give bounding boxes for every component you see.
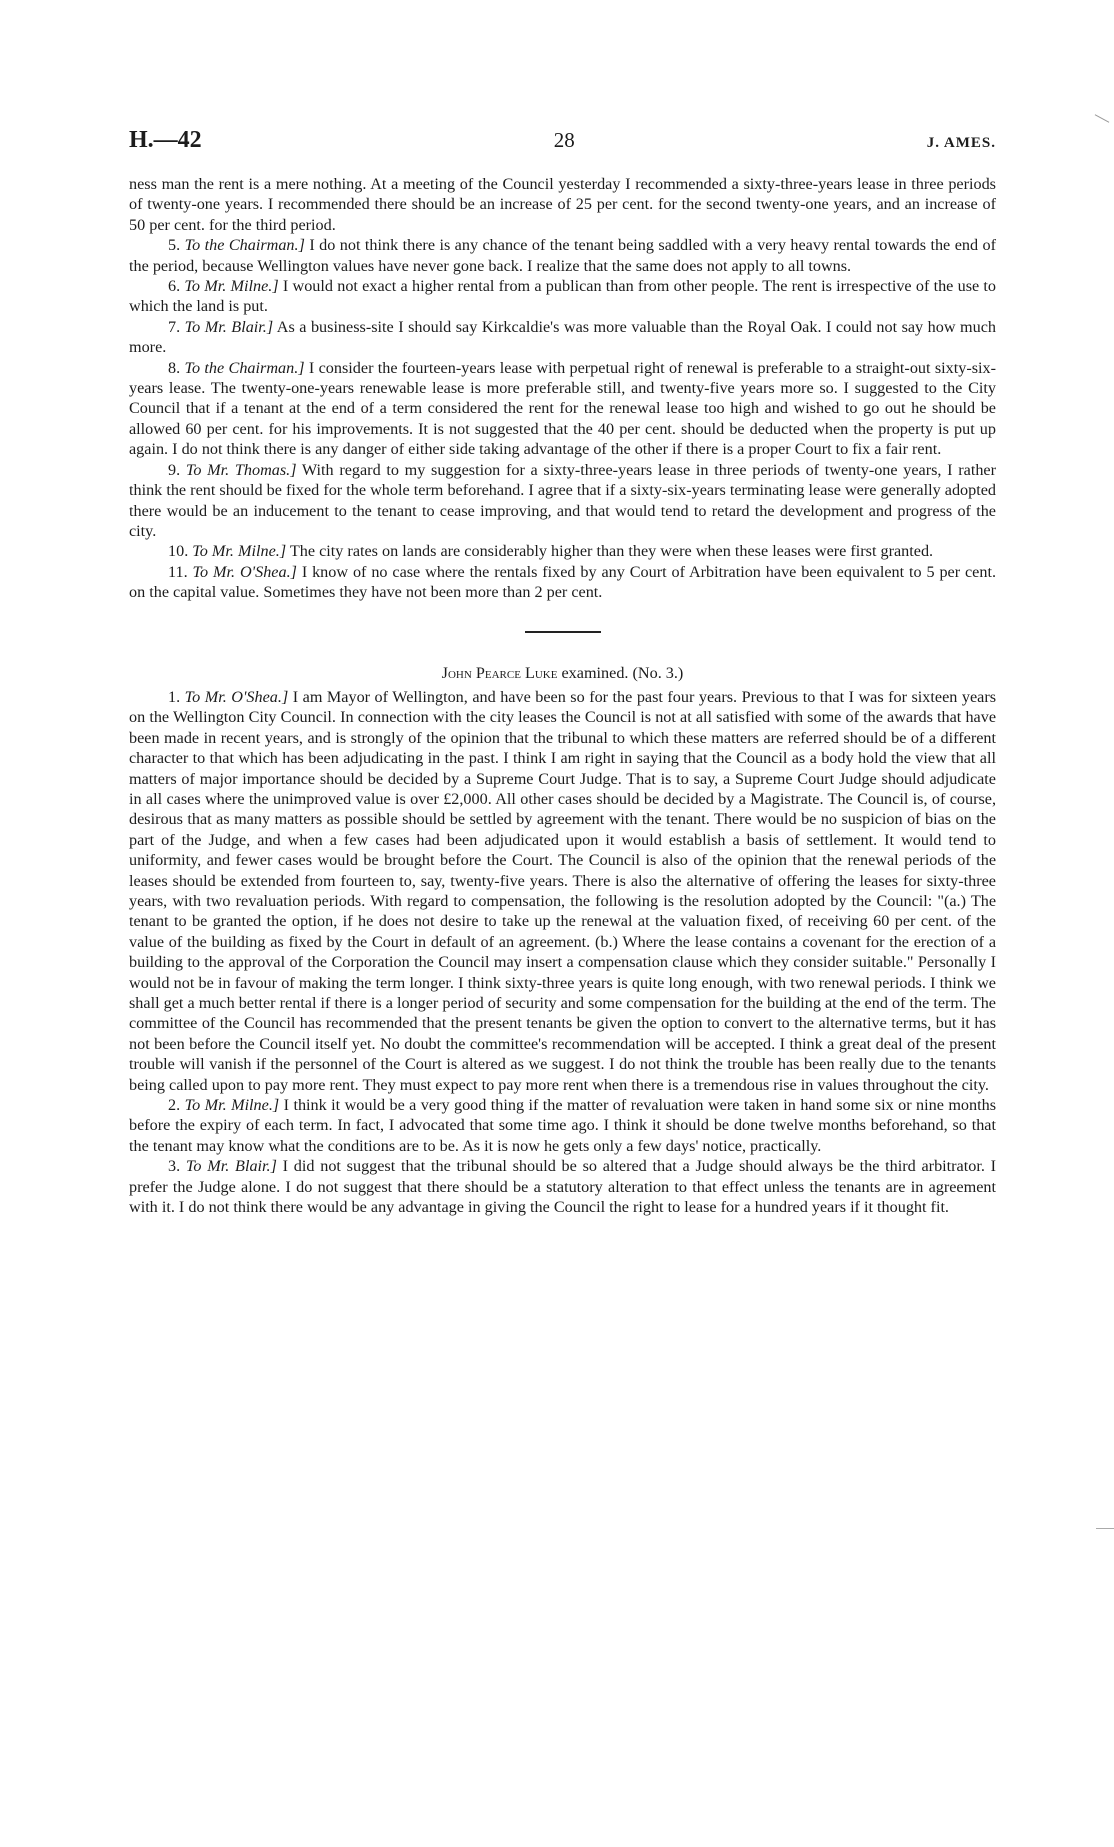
question-number: 7. <box>168 317 181 336</box>
evidence-paragraph <box>129 1095 996 1156</box>
paragraph-text: The city rates on lands are considerably higher than they were when these leases were first granted. <box>289 542 934 561</box>
evidence-paragraph <box>129 1156 996 1217</box>
page-header <box>129 127 996 159</box>
evidence-paragraph <box>129 317 996 358</box>
question-number: 3. <box>168 1157 181 1176</box>
question-number: 1. <box>168 687 181 706</box>
evidence-paragraph <box>129 562 996 603</box>
witness-heading <box>129 663 996 683</box>
paragraph-text: ness man the rent is a mere nothing. At a meeting of the Council yesterday I recommended a sixty-three-years lease in three periods of twenty-one years. I recommended there should be an increase of 25 per cent. for the second twenty-one years, and an increase of 50 per cent. for the third period. <box>129 175 996 234</box>
evidence-paragraph <box>129 358 996 460</box>
addressee: To Mr. Blair.] <box>185 1157 277 1176</box>
addressee: To Mr. O'Shea.] <box>184 687 289 706</box>
margin-mark <box>1096 1528 1114 1529</box>
question-number: 6. <box>168 277 181 296</box>
addressee: To Mr. Milne.] <box>192 542 287 561</box>
previous-evidence-section <box>129 174 996 603</box>
evidence-paragraph-continued <box>129 174 996 235</box>
paragraph-text: I do not think there is any chance of the tenant being saddled with a very heavy rental towards the end of the period, because Wellington values have never gone back. I realize that the same does not apply to all towns. <box>129 236 996 275</box>
addressee: To Mr. Blair.] <box>184 317 274 336</box>
witness-running-head: J. AMES. <box>926 135 996 151</box>
paragraph-text: I know of no case where the rentals fixed by any Court of Arbitration have been equivalent to 5 per cent. on the capital value. Sometimes they have not been more than 2 per cent. <box>129 562 997 602</box>
witness-heading-rest: examined. (No. 3.) <box>561 663 684 682</box>
evidence-paragraph <box>129 460 996 542</box>
witness-name: John Pearce Luke <box>441 663 558 682</box>
addressee: To the Chairman.] <box>184 236 305 255</box>
margin-mark <box>1095 114 1110 122</box>
section-divider <box>525 631 601 633</box>
addressee: To Mr. O'Shea.] <box>192 562 297 581</box>
question-number: 2. <box>168 1096 181 1115</box>
paragraph-text: I think it would be a very good thing if the matter of revaluation were taken in hand some six or nine months before the expiry of each term. In fact, I advocated that some time ago. I think it should be done twelve months beforehand, so that the tenant may know what the conditions are to be. As it is now he gets only a few days' notice, practically. <box>129 1096 997 1155</box>
addressee: To Mr. Milne.] <box>184 277 279 296</box>
document-reference: H.—42 <box>129 127 202 153</box>
addressee: To Mr. Thomas.] <box>185 460 297 479</box>
question-number: 8. <box>168 358 181 377</box>
paragraph-text: As a business-site I should say Kirkcaldie's was more valuable than the Royal Oak. I could not say how much more. <box>129 317 996 357</box>
question-number: 11. <box>168 562 188 581</box>
addressee: To Mr. Milne.] <box>184 1096 280 1115</box>
evidence-paragraph <box>129 276 996 317</box>
evidence-paragraph <box>129 235 996 276</box>
paragraph-text: I did not suggest that the tribunal should be so altered that a Judge should always be the third arbitrator. I prefer the Judge alone. I do not suggest that there should be a statutory alteration to that effect unless the tenants are in agreement with it. I do not think there would be any advantage in giving the Council the right to lease for a hundred years if it thought fit. <box>129 1157 997 1217</box>
document-body <box>129 174 996 1218</box>
witness-evidence-section <box>129 687 996 1218</box>
question-number: 9. <box>168 460 181 479</box>
paragraph-text: I am Mayor of Wellington, and have been so for the past four years. Previous to that I was for sixteen years on the Wellington City Council. In connection with the city leases the Council is not at all satisfied with some of the awards that have been made in recent years, and is strongly of the opinion that the tribunal to which these matters are referred should be of a different character to that which has been adjudicating in the past. I think I am right in saying that the Council as a body hold the view that all matters of major importance should be decided by a Supreme Court Judge. That is to say, a Supreme Court Judge should adjudicate in all cases where the unimproved value is over £2,000. All other cases should be decided by a Magistrate. The Council is, of course, desirous that as many matters as possible should be settled by agreement with the tenant. There would be no suspicion of bias on the part of the Judge, and when a few cases had been adjudicated upon it would establish a basis of settlement. It would tend to uniformity, and fewer cases would be brought before the Court. The Council is also of the opinion that the renewal periods of the leases should be extended from fourteen to, say, twenty-five years. There is also the alternative of offering the leases for sixty-three years, with two revaluation periods. With regard to compensation, the following is the resolution adopted by the Council: "(a.) The tenant to be granted the option, if he does not desire to take up the renewal at the valuation fixed, of receiving 60 per cent. of the value of the building as fixed by the Court in default of an agreement. (b.) Where the lease contains a covenant for the erection of a building to the approval of the Corporation the Council may insert a compensation clause which they consider suitable." Personally I would not be in favour of making the term longer. I think sixty-three years is quite long enough, with two renewal periods. I think we shall get a much better rental if there is a longer period of security and some compensation for the building at the end of the term. The committee of the Council has recommended that the present tenants be given the option to convert to the alternative terms, but it has not been before the Council itself yet. No doubt the committee's recommendation will be accepted. I think a great deal of the present trouble will vanish if the personnel of the Court is altered as we suggest. I do not think the trouble has been really due to the tenants being called upon to pay more rent. They must expect to pay more rent when there is a tremendous rise in values throughout the city. <box>129 687 997 1094</box>
evidence-paragraph <box>129 541 996 561</box>
question-number: 10. <box>168 542 189 561</box>
addressee: To the Chairman.] <box>184 358 305 377</box>
paragraph-text: With regard to my suggestion for a sixty-three-years lease in three periods of twenty-one years, I rather think the rent should be fixed for the whole term beforehand. I agree that if a sixty-six-years terminating lease were generally adopted there would be an inducement to the tenant to cease improving, and that would tend to retard the development and progress of the city. <box>129 460 996 540</box>
question-number: 5. <box>168 236 181 255</box>
paragraph-text: I would not exact a higher rental from a publican than from other people. The rent is irrespective of the use to which the land is put. <box>129 277 997 316</box>
paragraph-text: I consider the fourteen-years lease with perpetual right of renewal is preferable to a straight-out sixty-six-years lease. The twenty-one-years renewable lease is more preferable still, and twenty-five years more so. I suggested to the City Council that if a tenant at the end of a term considered the rent for the renewal lease too high and wished to go out he should be allowed 60 per cent. for his improvements. It is not suggested that the 40 per cent. should be deducted when the property is put up again. I do not think there is any danger of either side taking advantage of the other if there is a proper Court to fix a fair rent. <box>129 358 996 459</box>
page-number: 28 <box>553 128 575 152</box>
evidence-paragraph <box>129 687 996 1095</box>
